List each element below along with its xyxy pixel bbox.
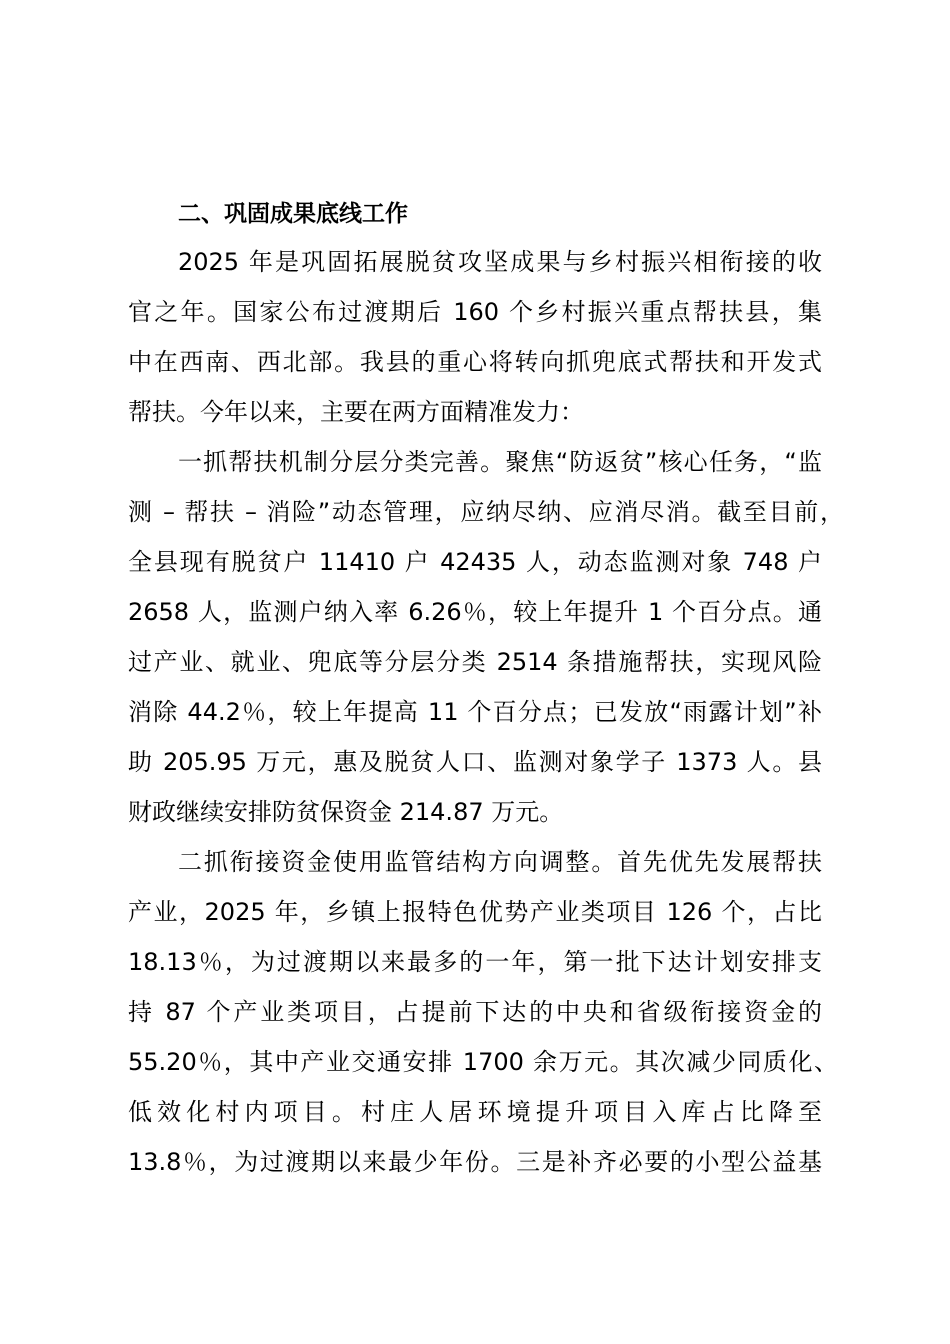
text-line: 持 87 个产业类项目，占提前下达的中央和省级衔接资金的 [128, 998, 822, 1026]
text-line: 一抓帮扶机制分层分类完善。聚焦“防返贫”核心任务，“监 [178, 448, 822, 476]
text-line: 官之年。国家公布过渡期后 160 个乡村振兴重点帮扶县，集 [128, 298, 822, 326]
text-line: 低效化村内项目。村庄人居环境提升项目入库占比降至 [128, 1098, 822, 1126]
text-line: 13.8％，为过渡期以来最少年份。三是补齐必要的小型公益基 [128, 1148, 822, 1176]
text-line: 产业，2025 年，乡镇上报特色优势产业类项目 126 个，占比 [128, 898, 822, 926]
text-line: 财政继续安排防贫保资金 214.87 万元。 [128, 798, 564, 826]
text-line: 助 205.95 万元，惠及脱贫人口、监测对象学子 1373 人。县 [128, 748, 822, 776]
text-line: 二抓衔接资金使用监管结构方向调整。首先优先发展帮扶 [178, 848, 822, 876]
text-line: 帮扶。今年以来，主要在两方面精准发力： [128, 398, 584, 426]
text-line: 过产业、就业、兜底等分层分类 2514 条措施帮扶，实现风险 [128, 648, 822, 676]
text-line: 18.13％，为过渡期以来最多的一年，第一批下达计划安排支 [128, 948, 822, 976]
text-line: 中在西南、西北部。我县的重心将转向抓兜底式帮扶和开发式 [128, 348, 822, 376]
text-line: 55.20％，其中产业交通安排 1700 余万元。其次减少同质化、 [128, 1048, 838, 1076]
text-line: 2658 人，监测户纳入率 6.26％，较上年提升 1 个百分点。通 [128, 598, 822, 626]
text-line: 消除 44.2％，较上年提高 11 个百分点；已发放“雨露计划”补 [128, 698, 822, 726]
text-line: 测 – 帮扶 – 消险”动态管理，应纳尽纳、应消尽消。截至目前， [128, 498, 844, 526]
text-line: 2025 年是巩固拓展脱贫攻坚成果与乡村振兴相衔接的收 [178, 248, 822, 276]
text-line: 全县现有脱贫户 11410 户 42435 人，动态监测对象 748 户 [128, 548, 822, 576]
section-heading: 二、巩固成果底线工作 [178, 201, 408, 227]
